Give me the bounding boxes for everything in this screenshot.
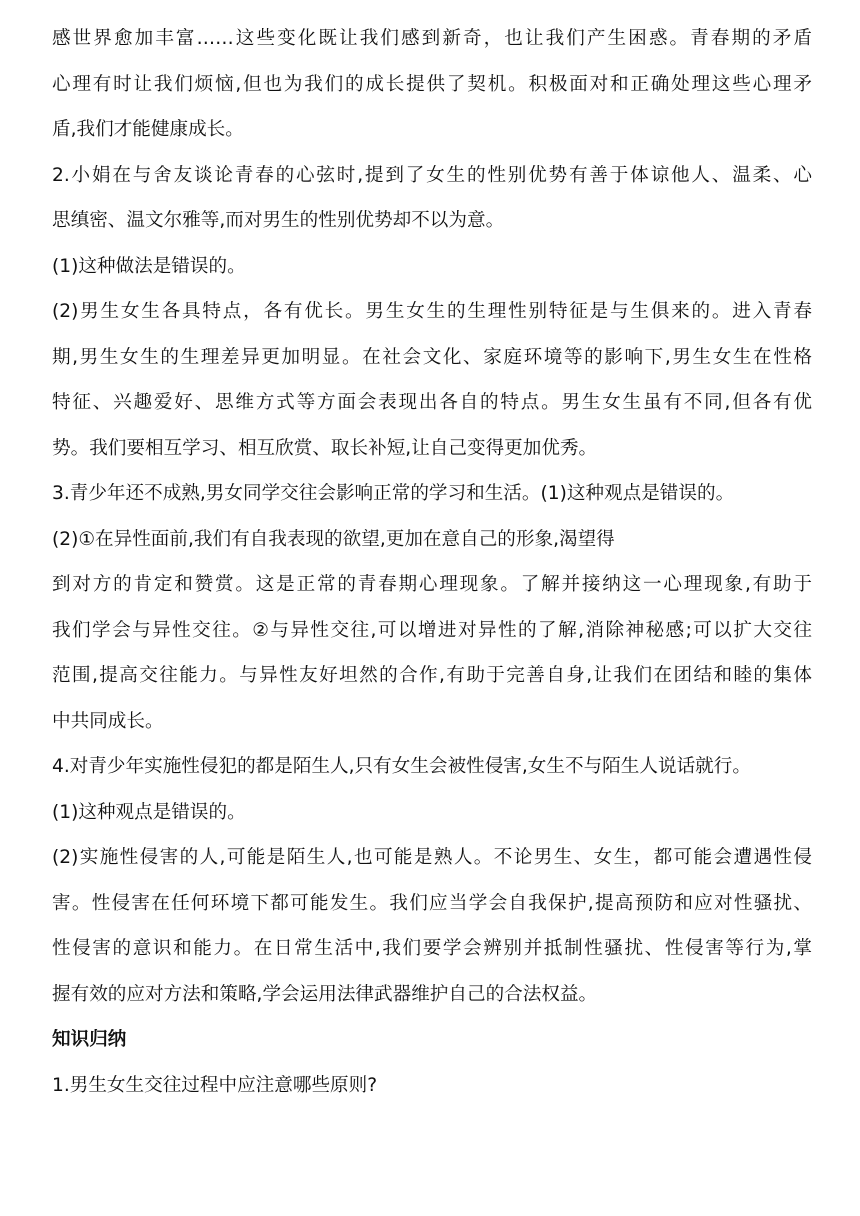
answer-2-2-line: 势。我们要相互学习、相互欣赏、取长补短,让自己变得更加优秀。 bbox=[52, 437, 598, 459]
answer-4-2-line: 害。性侵害在任何环境下都可能发生。我们应当学会自我保护,提高预防和应对性骚扰、 bbox=[52, 892, 812, 914]
answer-4-2-line: 握有效的应对方法和策略,学会运用法律武器维护自己的合法权益。 bbox=[52, 983, 598, 1005]
question-3-line: 3.青少年还不成熟,男女同学交往会影响正常的学习和生活。(1)这种观点是错误的。 bbox=[52, 483, 735, 504]
answer-3-2-line: 到对方的肯定和赞赏。这是正常的青春期心理现象。了解并接纳这一心理现象,有助于 bbox=[52, 574, 812, 595]
question-4-line: 4.对青少年实施性侵犯的都是陌生人,只有女生会被性侵害,女生不与陌生人说话就行。 bbox=[52, 756, 751, 777]
answer-2-2-line: (2)男生女生各具特点，各有优长。男生女生的生理性别特征是与生俱来的。进入青春 bbox=[52, 301, 812, 322]
answer-4-2-line: (2)实施性侵害的人,可能是陌生人,也可能是熟人。不论男生、女生，都可能会遭遇性侵 bbox=[52, 847, 812, 868]
question-2-line: 2.小娟在与舍友谈论青春的心弦时,提到了女生的性别优势有善于体谅他人、温柔、心 bbox=[52, 164, 812, 186]
answer-4-1: (1)这种观点是错误的。 bbox=[52, 801, 246, 823]
summary-question-1: 1.男生女生交往过程中应注意哪些原则? bbox=[52, 1074, 378, 1096]
question-2-line: 思缜密、温文尔雅等,而对男生的性别优势却不以为意。 bbox=[52, 210, 505, 231]
answer-2-2-line: 特征、兴趣爱好、思维方式等方面会表现出各自的特点。男生女生虽有不同,但各有优 bbox=[52, 392, 812, 413]
section-heading: 知识归纳 bbox=[52, 1029, 127, 1050]
document-page bbox=[52, 28, 812, 1120]
answer-2-2-line: 期,男生女生的生理差异更加明显。在社会文化、家庭环境等的影响下,男生女生在性格 bbox=[52, 346, 812, 368]
answer-2-1: (1)这种做法是错误的。 bbox=[52, 255, 246, 277]
paragraph-line: 感世界愈加丰富……这些变化既让我们感到新奇，也让我们产生困惑。青春期的矛盾 bbox=[52, 28, 812, 49]
paragraph-line: 心理有时让我们烦恼,但也为我们的成长提供了契机。积极面对和正确处理这些心理矛 bbox=[52, 73, 812, 95]
answer-3-2-line: (2)①在异性面前,我们有自我表现的欲望,更加在意自己的形象,渴望得 bbox=[52, 528, 615, 550]
paragraph-line: 盾,我们才能健康成长。 bbox=[52, 119, 244, 140]
answer-3-2-line: 中共同成长。 bbox=[52, 710, 164, 732]
answer-4-2-line: 性侵害的意识和能力。在日常生活中,我们要学会辨别并抵制性骚扰、性侵害等行为,掌 bbox=[52, 938, 812, 959]
answer-3-2-line: 我们学会与异性交往。②与异性交往,可以增进对异性的了解,消除神秘感;可以扩大交往 bbox=[52, 619, 812, 641]
answer-3-2-line: 范围,提高交往能力。与异性友好坦然的合作,有助于完善自身,让我们在团结和睦的集体 bbox=[52, 665, 812, 686]
